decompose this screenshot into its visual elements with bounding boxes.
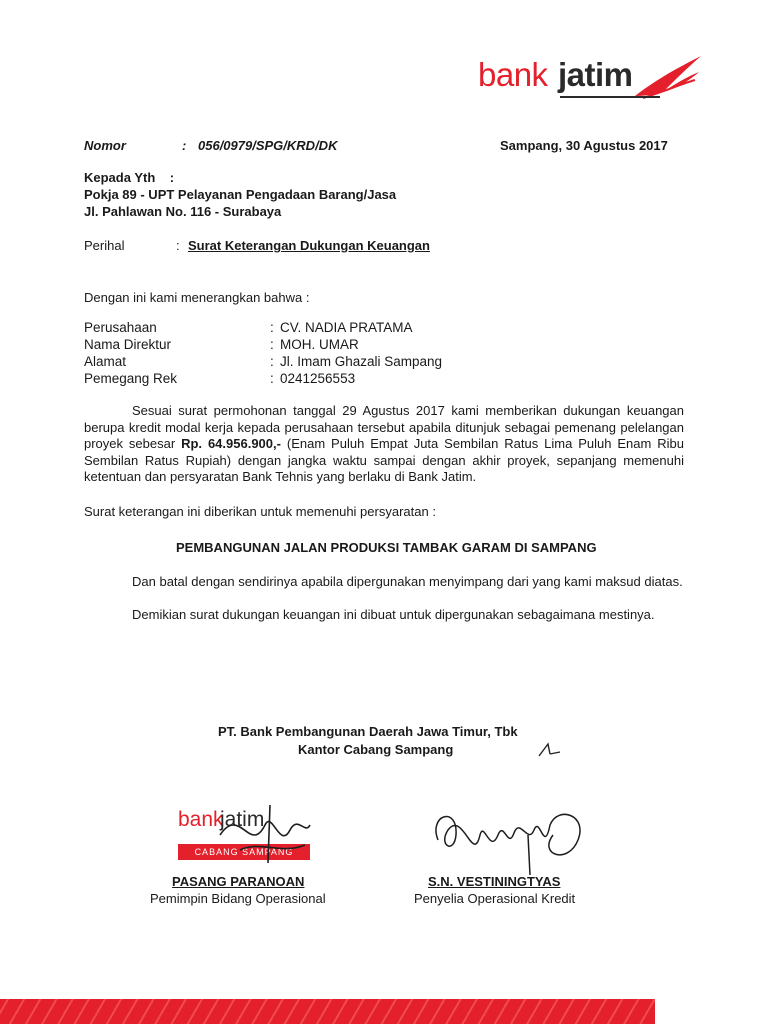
stamp-text-jatim: jatim	[220, 808, 265, 831]
recipient-line2: Pokja 89 - UPT Pelayanan Pengadaan Barang/Jasa	[84, 187, 397, 202]
place-date: Sampang, 30 Agustus 2017	[500, 138, 668, 153]
body-paragraph-2: Surat keterangan ini diberikan untuk memenuhi persyaratan :	[84, 504, 436, 519]
logo-text-jatim: jatim	[558, 56, 633, 93]
recipient-line3: Jl. Pahlawan No. 116 - Surabaya	[84, 204, 282, 219]
signatory-right-name: S.N. VESTININGTYAS	[428, 874, 561, 889]
detail-value: MOH. UMAR	[280, 337, 359, 352]
body-p1-before: Sesuai surat permohonan tanggal 29 Agustus 2017 kami memberikan dukungan keuangan berupa kredit modal kerja kepada perusahaan tersebut apabila ditunjuk sebagai pemenang pelelangan proyek sebesar	[84, 403, 684, 451]
logo-text-bank: bank	[478, 56, 548, 93]
signature-right-icon	[418, 795, 593, 880]
signatory-left-title: Pemimpin Bidang Operasional	[150, 891, 326, 906]
recipient-line1: Kepada Yth :	[84, 170, 175, 185]
nomor-value: 056/0979/SPG/KRD/DK	[198, 138, 338, 153]
detail-value: CV. NADIA PRATAMA	[280, 320, 413, 335]
stamp-bar: CABANG SAMPANG	[178, 844, 310, 860]
detail-label: Alamat	[84, 354, 127, 369]
logo-underline	[560, 96, 660, 98]
signatory-left-name: PASANG PARANOAN	[172, 874, 305, 889]
body-paragraph-4: Demikian surat dukungan keuangan ini dibuat untuk dipergunakan sebagaimana mestinya.	[132, 607, 655, 622]
detail-label: Perusahaan	[84, 320, 157, 335]
subject-value: Surat Keterangan Dukungan Keuangan	[188, 238, 430, 253]
detail-label: Nama Direktur	[84, 337, 172, 352]
logo-wing-icon	[633, 52, 703, 102]
detail-separator: :	[270, 320, 274, 335]
subject-label: Perihal	[84, 238, 125, 253]
bank-logo	[478, 52, 718, 112]
signature-left-icon	[210, 795, 320, 870]
detail-value: 0241256553	[280, 371, 356, 386]
intro-text: Dengan ini kami menerangkan bahwa :	[84, 290, 310, 305]
body-p1-amount: Rp. 64.956.900,-	[181, 436, 281, 451]
stamp-text-bank: bank	[178, 808, 224, 831]
detail-value: Jl. Imam Ghazali Sampang	[280, 354, 443, 369]
body-paragraph-3: Dan batal dengan sendirinya apabila dipergunakan menyimpang dari yang kami maksud diatas.	[132, 574, 683, 589]
detail-separator: :	[270, 371, 274, 386]
footer-stripe	[0, 999, 655, 1024]
closing-branch: Kantor Cabang Sampang	[298, 742, 454, 757]
project-title: PEMBANGUNAN JALAN PRODUKSI TAMBAK GARAM DI SAMPANG	[176, 540, 597, 555]
body-p1-after: (Enam Puluh Empat Juta Sembilan Ratus Lima Puluh Enam Ribu Sembilan Ratus Rupiah) dengan jangka waktu sampai dengan akhir proyek, sepanjang memenuhi ketentuan dan persyaratan Bank Tehnis yang berlaku di Bank Jatim.	[84, 436, 684, 484]
subject-separator: :	[176, 238, 180, 253]
detail-label: Pemegang Rek	[84, 371, 178, 386]
closing-org: PT. Bank Pembangunan Daerah Jawa Timur, Tbk	[218, 724, 518, 739]
detail-separator: :	[270, 354, 274, 369]
detail-separator: :	[270, 337, 274, 352]
initial-mark-icon	[536, 738, 562, 760]
nomor-label: Nomor	[84, 138, 126, 153]
signatory-right-title: Penyelia Operasional Kredit	[414, 891, 576, 906]
nomor-separator: :	[182, 138, 187, 153]
body-paragraph-1	[84, 403, 684, 486]
